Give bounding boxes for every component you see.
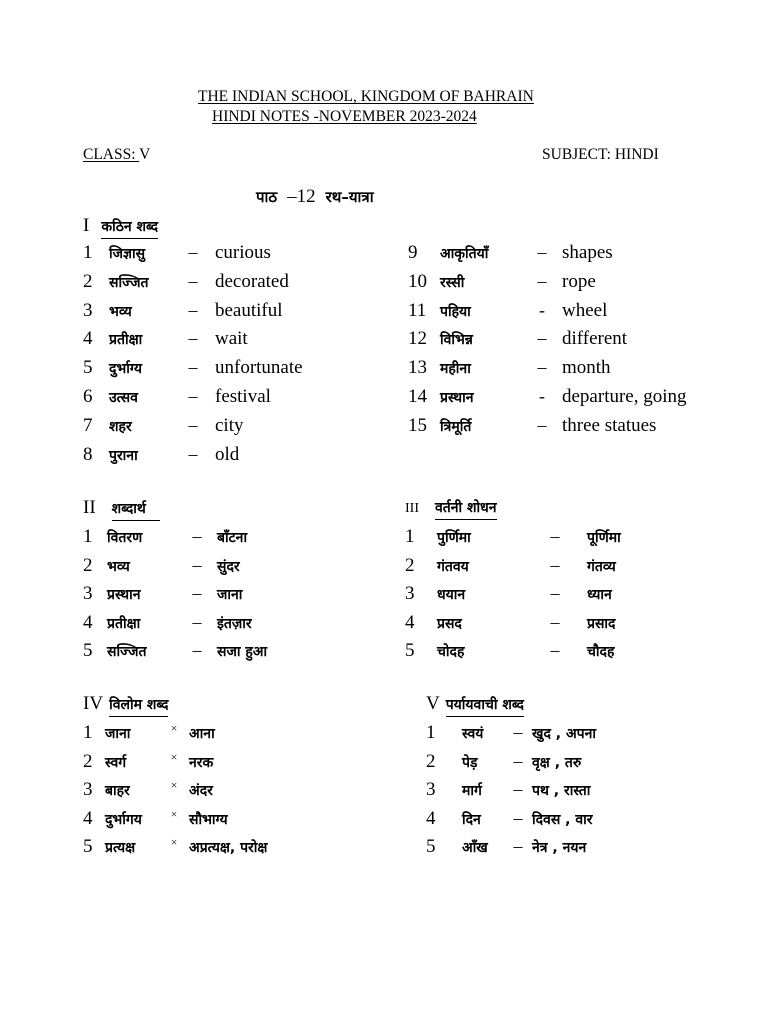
row-number: 3 [83,779,93,800]
row-number: 2 [83,554,93,576]
hindi-word: त्रिमूर्ति [440,418,472,435]
english-meaning: curious [215,242,271,263]
word: प्रतीक्षा [107,615,141,632]
hindi-word: शहर [109,418,132,435]
list-item [405,555,616,577]
separator: – [192,554,202,575]
separator: – [188,357,198,378]
list-item [426,751,581,773]
english-meaning: wheel [562,299,608,321]
word: आँख [462,840,488,856]
english-meaning: festival [215,386,271,407]
word-pair: सुंदर [217,558,240,575]
separator: – [192,583,202,603]
section-4-roman: IV [83,693,104,714]
row-number: 5 [83,357,93,379]
word: स्वर्ग [105,754,127,771]
word-pair: वृक्ष , तरु [532,754,582,771]
word-pair: इंतज़ार [217,615,252,632]
english-meaning: different [562,328,628,350]
list-item [83,526,247,548]
section-5-heading [426,693,524,717]
lesson-title [256,186,374,208]
list-item [83,836,267,858]
separator: – [537,270,547,291]
separator: – [188,328,198,349]
word: पेड़ [462,754,478,771]
row-number: 2 [405,554,415,576]
times-symbol: × [170,835,178,849]
english-meaning: shapes [562,242,613,263]
class-value: V [139,146,151,163]
english-meaning: decorated [215,270,289,292]
hindi-word: भव्य [109,303,132,320]
vocab-row [83,242,271,264]
section-1-roman: I [83,215,90,236]
row-number: 1 [83,722,93,743]
section-2-title: शब्दार्थ [112,499,160,521]
english-meaning: old [215,443,240,465]
section-4-title: विलोम शब्द [109,695,168,717]
row-number: 5 [426,836,436,857]
separator: – [192,611,202,632]
vocab-row [408,415,656,437]
row-number: 11 [408,299,427,321]
word-pair: चौदह [587,644,615,660]
list-item [83,583,242,605]
word: प्रसद [437,615,462,632]
word: बाहर [105,783,130,799]
separator: – [188,299,198,320]
row-number: 2 [83,750,93,772]
english-meaning: departure, going [562,386,687,407]
hindi-word: प्रस्थान [440,390,474,406]
separator: – [188,386,198,406]
separator: – [188,414,198,435]
list-item [426,722,596,744]
word: जाना [105,726,131,742]
separator: – [188,443,198,464]
row-number: 2 [426,750,436,772]
english-meaning: city [215,414,244,436]
class-label: CLASS: [83,146,140,163]
word: चोदह [437,644,465,660]
separator: – [550,583,560,603]
row-number: 14 [408,386,427,407]
word-pair: अंदर [189,783,213,799]
row-number: 4 [83,807,93,829]
list-item [83,612,252,634]
english-meaning: beautiful [215,299,283,321]
separator: – [513,836,523,856]
word: वितरण [107,530,143,546]
row-number: 1 [426,722,436,743]
hindi-word: पहिया [440,303,471,320]
separator: – [513,750,523,771]
separator: – [550,526,560,546]
separator: – [550,640,560,660]
row-number: 4 [426,807,436,829]
times-symbol: × [170,778,178,792]
word-pair: अप्रत्यक्ष, परोक्ष [189,840,268,856]
row-number: 4 [83,611,93,633]
word-pair: पूर्णिमा [587,530,621,546]
english-meaning: three statues [562,414,657,436]
word-pair: सजा हुआ [217,644,268,660]
separator: – [537,328,547,349]
hindi-word: आकृतियाँ [440,246,489,262]
vocab-row [408,271,596,293]
hindi-word: उत्सव [109,390,138,406]
vocab-row [408,357,611,379]
hindi-word: पुराना [109,447,138,464]
times-symbol: × [170,806,178,821]
hindi-word: रस्सी [440,274,465,291]
english-meaning: wait [215,328,248,350]
separator: – [188,270,198,291]
hindi-word: प्रतीक्षा [109,332,143,349]
section-3-title: वर्तनी शोधन [435,498,497,520]
row-number: 3 [405,583,415,604]
list-item [83,808,228,830]
separator: – [188,242,198,262]
list-item [426,836,586,858]
hindi-word: जिज्ञासु [109,246,146,262]
vocab-row [83,357,303,379]
word-pair: नेत्र , नयन [532,840,587,856]
separator: – [513,779,523,799]
row-number: 7 [83,414,93,436]
separator: – [537,242,547,262]
list-item [83,640,267,662]
word: सज्जित [107,644,147,660]
word: धयान [437,587,466,603]
vocab-row [83,444,239,466]
list-item [83,779,213,801]
word: पुर्णिमा [437,530,471,546]
section-3-roman: III [405,501,419,516]
list-item [83,751,213,773]
row-number: 5 [83,640,93,661]
lesson-name: रथ–यात्रा [325,188,374,206]
vocab-row [83,328,248,350]
word-pair: खुद , अपना [532,726,596,742]
list-item [405,526,621,548]
word-pair: पथ , रास्ता [532,783,591,799]
section-5-roman: V [426,693,440,714]
section-5-title: पर्यायवाची शब्द [446,695,524,717]
row-number: 8 [83,443,93,465]
row-number: 4 [83,328,93,350]
row-number: 1 [405,526,415,547]
word-pair: दिवस , वार [532,811,593,828]
vocab-row [408,300,607,322]
word: दुर्भागय [105,811,142,828]
vocab-row [83,300,283,322]
row-number: 1 [83,526,93,547]
times-symbol: × [170,721,178,735]
lesson-number: –12 [287,186,316,207]
vocab-row [83,415,244,437]
vocab-row [83,271,289,293]
word-pair: ध्यान [587,587,612,603]
english-meaning: unfortunate [215,357,303,379]
row-number: 6 [83,386,93,407]
section-4-heading [83,693,168,717]
subject-info: SUBJECT: HINDI [542,146,659,163]
word-pair: नरक [189,754,214,771]
separator: - [539,299,545,320]
vocab-row [408,328,627,350]
row-number: 12 [408,328,427,350]
separator: – [513,722,523,742]
school-title: THE INDIAN SCHOOL, KINGDOM OF BAHRAIN [198,88,534,105]
vocab-row [408,242,613,264]
class-info [83,146,150,164]
separator: – [537,414,547,435]
separator: – [550,611,560,632]
word-pair: सौभाग्य [189,811,228,828]
vocab-row [408,386,687,408]
word: मार्ग [462,783,482,799]
row-number: 10 [408,270,427,292]
list-item [405,612,616,634]
section-1-heading [83,215,158,239]
word-pair: प्रसाद [587,615,616,632]
row-number: 3 [83,583,93,604]
word-pair: आना [189,726,215,742]
row-number: 3 [83,299,93,321]
hindi-word: विभिन्न [440,332,473,349]
english-meaning: month [562,357,611,379]
list-item [405,640,614,662]
hindi-word: सज्जित [109,274,149,291]
word: दिन [462,811,481,828]
word: प्रत्यक्ष [105,840,136,856]
row-number: 3 [426,779,436,800]
section-2-roman: II [83,497,96,518]
list-item [405,583,612,605]
word: भव्य [107,558,130,575]
hindi-word: महीना [440,361,471,378]
word: स्वयं [462,726,484,742]
hindi-word: दुर्भाग्य [109,361,142,378]
row-number: 4 [405,611,415,633]
vocab-row [83,386,271,408]
row-number: 2 [83,270,93,292]
separator: – [513,807,523,828]
word-pair: गंतव्य [587,558,616,575]
list-item [83,722,215,744]
word-pair: जाना [217,587,243,603]
separator: – [192,640,202,660]
separator: – [192,526,202,546]
word-pair: बाँटना [217,530,248,546]
row-number: 9 [408,242,418,263]
row-number: 5 [83,836,93,857]
row-number: 15 [408,414,427,436]
row-number: 13 [408,357,427,379]
english-meaning: rope [562,270,596,292]
times-symbol: × [170,749,178,764]
list-item [426,779,590,801]
separator: - [539,386,545,406]
list-item [426,808,593,830]
section-3-heading [405,498,497,520]
word: गंतवय [437,558,469,575]
lesson-prefix: पाठ [256,188,278,206]
row-number: 1 [83,242,93,263]
separator: – [550,554,560,575]
list-item [83,555,240,577]
row-number: 5 [405,640,415,661]
section-1-title: कठिन शब्द [101,217,158,239]
separator: – [537,357,547,378]
notes-title: HINDI NOTES -NOVEMBER 2023-2024 [212,108,477,125]
word: प्रस्थान [107,587,141,603]
section-2-heading [83,497,160,521]
